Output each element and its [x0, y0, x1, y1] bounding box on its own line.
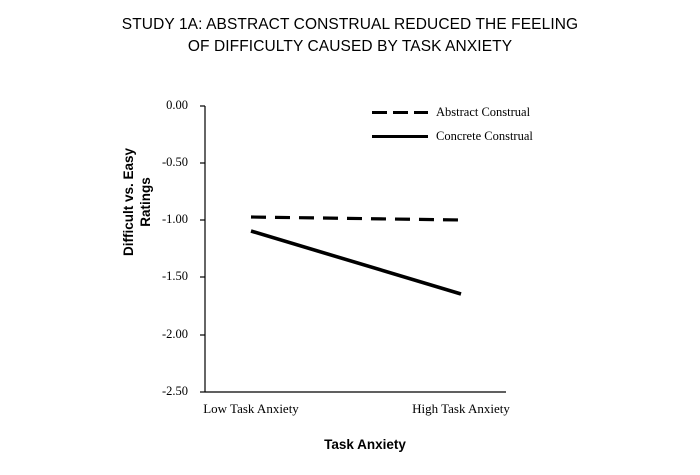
chart-title-line-2: OF DIFFICULTY CAUSED BY TASK ANXIETY — [187, 38, 513, 55]
legend-key-solid-line-icon — [372, 129, 428, 143]
y-axis-label-line-2: Ratings — [138, 177, 153, 227]
chart-title-line-1: STUDY 1A: ABSTRACT CONSTRUAL REDUCED THE FEELING — [121, 16, 579, 33]
legend-item-abstract-construal — [372, 100, 533, 124]
y-axis-label-line-1: Difficult vs. Easy — [121, 147, 136, 257]
x-tick-label-low-task-anxiety: Low Task Anxiety — [203, 401, 299, 416]
legend-item-concrete-construal — [372, 124, 533, 148]
legend-label-concrete-construal: Concrete Construal — [436, 128, 533, 143]
x-tick-label-high-task-anxiety: High Task Anxiety — [412, 401, 510, 416]
series-line-abstract-construal — [251, 217, 461, 220]
y-tick-label-0: 0.00 — [166, 98, 188, 112]
x-axis-label: Task Anxiety — [324, 437, 406, 452]
y-axis-label — [120, 127, 154, 277]
y-tick-label-4: -2.00 — [161, 327, 188, 341]
y-tick-label-2: -1.00 — [161, 212, 188, 226]
chart-legend — [372, 100, 533, 148]
legend-label-abstract-construal: Abstract Construal — [436, 104, 531, 119]
series-line-concrete-construal — [251, 231, 461, 294]
y-tick-label-5: -2.50 — [161, 384, 188, 398]
y-tick-label-1: -0.50 — [161, 155, 188, 169]
y-tick-label-3: -1.50 — [161, 269, 188, 283]
legend-key-dashed-line-icon — [372, 105, 428, 119]
